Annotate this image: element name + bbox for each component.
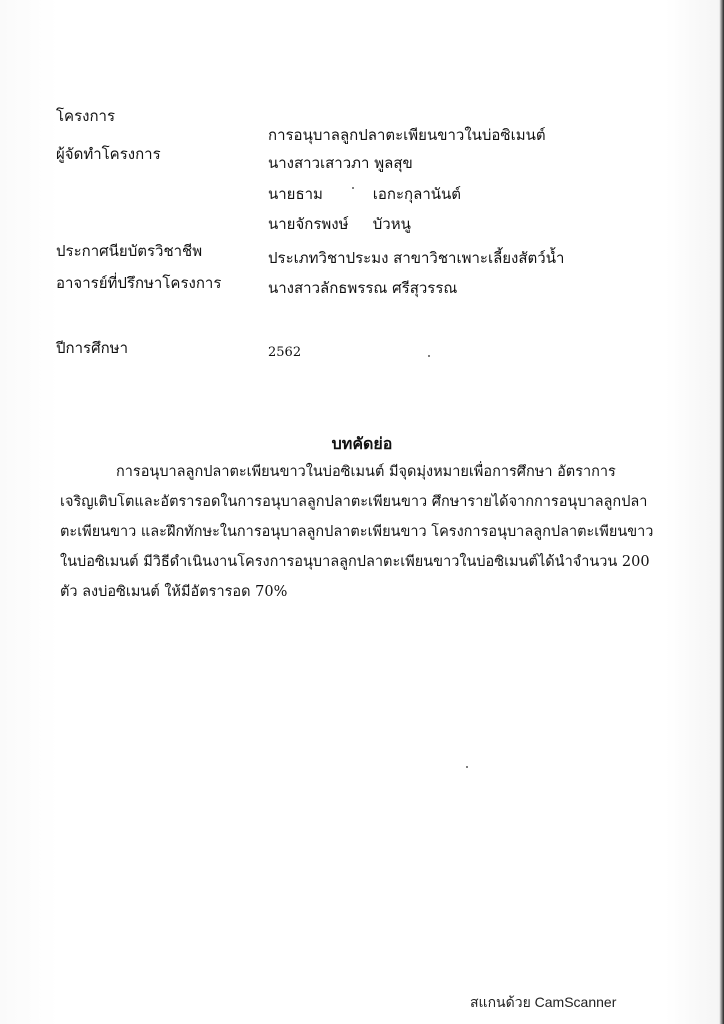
organizer-first-name: นายจักรพงษ์ — [268, 215, 349, 233]
scan-speck — [466, 766, 468, 768]
abstract-line: ในบ่อซิเมนต์ มีวิธีดำเนินงานโครงการอนุบาลลูกปลาตะเพียนขาวในบ่อซิเมนต์ได้นำจำนวน 200 — [60, 554, 650, 570]
certificate-value: ประเภทวิชาประมง สาขาวิชาเพาะเลี้ยงสัตว์น้ำ — [268, 249, 565, 267]
scan-speck — [428, 355, 430, 357]
organizer-row — [268, 184, 461, 204]
year-label: ปีการศึกษา — [56, 339, 128, 357]
advisor-value: นางสาวลักธพรรณ ศรีสุวรรณ — [268, 279, 458, 297]
abstract-line: ตัว ลงบ่อซิเมนต์ ให้มีอัตรารอด 70% — [60, 584, 288, 600]
organizer-last-name: พูลสุข — [374, 154, 413, 172]
organizer-row — [268, 214, 411, 234]
scan-speck — [352, 187, 354, 189]
page-edge-shadow — [719, 0, 724, 1024]
organizer-row — [268, 153, 413, 173]
abstract-line: การอนุบาลลูกปลาตะเพียนขาวในบ่อซิเมนต์ มีจุดมุ่งหมายเพื่อการศึกษา อัตราการ — [116, 464, 616, 480]
project-title: การอนุบาลลูกปลาตะเพียนขาวในบ่อซิเมนต์ — [268, 126, 546, 144]
organizer-label: ผู้จัดทำโครงการ — [56, 145, 161, 163]
organizer-last-name: เอกะกุลานันต์ — [372, 185, 462, 203]
scanner-watermark: สแกนด้วย CamScanner — [470, 994, 617, 1010]
certificate-label: ประกาศนียบัตรวิชาชีพ — [56, 242, 203, 260]
project-label: โครงการ — [56, 107, 116, 125]
abstract-line: เจริญเติบโตและอัตรารอดในการอนุบาลลูกปลาตะเพียนขาว ศึกษารายได้จากการอนุบาลลูกปลา — [60, 494, 648, 510]
abstract-title: บทคัดย่อ — [331, 434, 393, 453]
organizer-first-name: นางสาวเสาวภา — [268, 154, 370, 172]
abstract-body — [60, 457, 654, 607]
organizer-first-name: นายธาม — [268, 185, 323, 203]
advisor-label: อาจารย์ที่ปรึกษาโครงการ — [56, 274, 222, 292]
year-value: 2562 — [268, 345, 302, 360]
abstract-line: ตะเพียนขาว และฝึกทักษะในการอนุบาลลูกปลาตะเพียนขาว โครงการอนุบาลลูกปลาตะเพียนขาว — [60, 524, 654, 540]
organizer-last-name: บัวหนู — [372, 215, 411, 233]
